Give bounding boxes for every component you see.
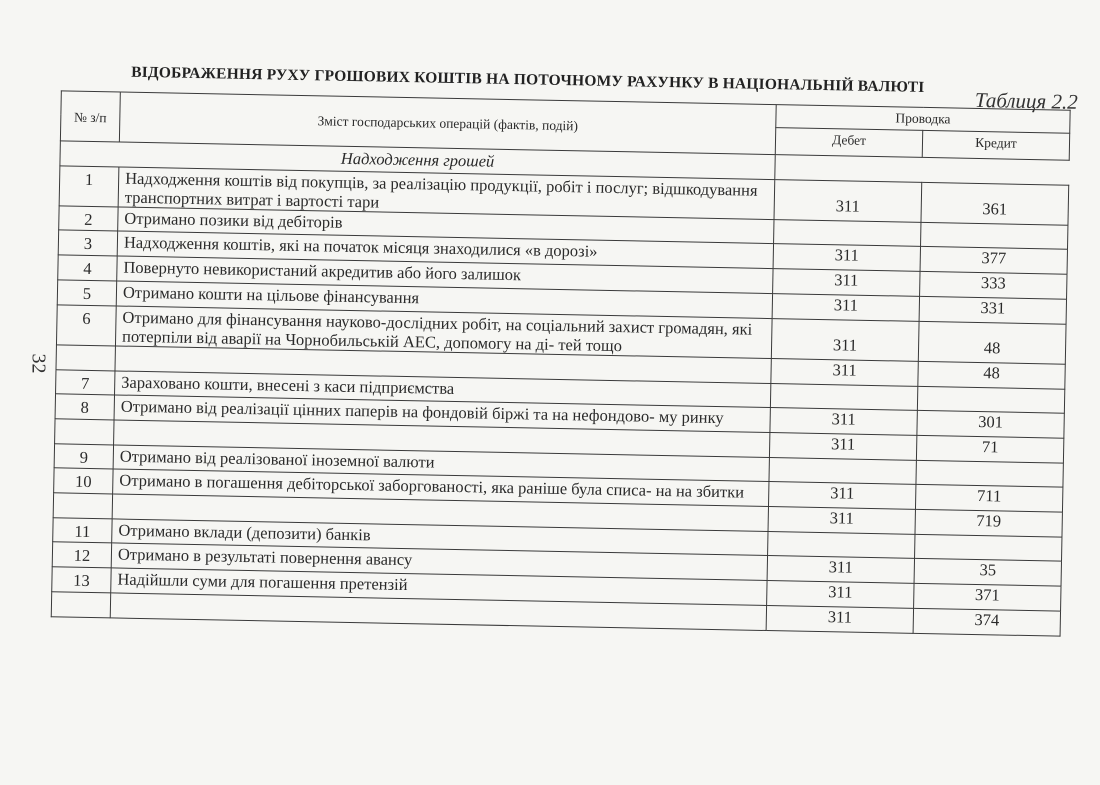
row-content: Отримано вклади (депозити) банків: [112, 519, 768, 556]
row-debit: 311: [771, 359, 918, 387]
row-credit: 361: [921, 182, 1069, 225]
row-debit: 311: [772, 294, 919, 322]
row-debit: [768, 532, 915, 559]
row-debit: [770, 384, 917, 411]
row-content: Зараховано кошти, внесені з каси підприємства: [115, 371, 771, 408]
header-num: № з/п: [60, 91, 120, 142]
row-debit: [774, 220, 921, 247]
row-credit: [915, 534, 1062, 561]
row-content: Отримано від реалізованої іноземної валюти: [113, 445, 769, 482]
row-debit: 311: [767, 556, 914, 584]
header-posting: Проводка: [776, 105, 1070, 134]
table-body: [51, 141, 1069, 636]
row-number: 10: [54, 468, 113, 494]
section-title: Надходження грошей: [60, 141, 775, 180]
row-number: 11: [53, 518, 112, 543]
row-credit: [921, 222, 1068, 249]
header-credit: Кредит: [922, 130, 1069, 160]
row-debit: [769, 458, 916, 485]
row-number: 3: [58, 230, 117, 256]
row-debit: 311: [767, 581, 914, 609]
row-number: 8: [55, 394, 114, 420]
row-number: 5: [57, 280, 116, 306]
header-debit: Дебет: [775, 128, 922, 158]
row-content: Отримано позики від дебіторів: [118, 207, 774, 244]
row-credit: [917, 386, 1064, 413]
page-number: 32: [27, 353, 50, 374]
row-credit: 71: [916, 435, 1063, 463]
blank-cell: [53, 493, 112, 519]
row-credit: 48: [918, 321, 1066, 364]
row-debit: 311: [770, 408, 917, 436]
cash-flow-table: [51, 90, 1071, 636]
row-content: Отримано для фінансування науково-дослідних робіт, на соціальний захист громадян, які потерпіли від аварії на Чорнобильській АЕС, допомогу на ді- тей тощо: [115, 306, 772, 359]
row-number: 1: [59, 166, 119, 207]
row-content: Надходження коштів від покупців, за реалізацію продукції, робіт і послуг; відшкодування транспортних витрат і вартості тари: [118, 167, 775, 220]
row-number: 7: [56, 370, 115, 395]
blank-cell: [51, 592, 110, 618]
row-credit: 711: [915, 484, 1062, 512]
row-number: 4: [58, 255, 117, 281]
table-title: ВІДОБРАЖЕННЯ РУХУ ГРОШОВИХ КОШТІВ НА ПОТОЧНОМУ РАХУНКУ В НАЦІОНАЛЬНІЙ ВАЛЮТІ: [131, 63, 925, 96]
row-debit: 311: [768, 507, 915, 535]
row-content: Отримано від реалізації цінних паперів на фондовій біржі та на нефондово- му ринку: [114, 395, 770, 433]
row-credit: 333: [920, 271, 1067, 299]
row-content: Отримано в результаті повернення авансу: [111, 543, 767, 581]
table-caption: Таблиця 2.2: [974, 87, 1079, 114]
row-number: 12: [52, 542, 111, 568]
row-number: 9: [54, 444, 113, 469]
row-number: 13: [52, 567, 111, 593]
row-content: Отримано в погашення дебіторської заборгованості, яка раніше була списа- на на збитки: [113, 469, 769, 507]
row-credit: 371: [914, 583, 1061, 611]
row-number: 2: [59, 206, 118, 231]
row-credit: 48: [918, 361, 1065, 389]
row-debit: 311: [771, 319, 919, 362]
blank-cell: [56, 345, 115, 371]
row-content: Повернуто невикористаний акредитив або його залишок: [117, 256, 773, 294]
row-content: Надходження коштів, які на початок місяця знаходилися «в дорозі»: [117, 231, 773, 269]
row-credit: 374: [913, 608, 1060, 636]
row-debit: 311: [774, 180, 922, 223]
row-debit: 311: [769, 433, 916, 461]
row-content: Отримано кошти на цільове фінансування: [116, 281, 772, 319]
row-credit: 331: [919, 296, 1066, 324]
row-credit: 35: [914, 558, 1061, 586]
blank-cell: [55, 419, 114, 445]
row-number: 6: [56, 305, 116, 346]
row-debit: 311: [773, 269, 920, 297]
row-debit: 311: [773, 244, 920, 272]
row-credit: 301: [917, 410, 1064, 438]
row-credit: 377: [920, 246, 1067, 274]
row-credit: 719: [915, 509, 1062, 537]
row-credit: [916, 460, 1063, 487]
row-debit: 311: [768, 482, 915, 510]
row-content: Надійшли суми для погашення претензій: [111, 568, 767, 606]
header-content: Зміст господарських операцій (фактів, подій): [119, 92, 776, 155]
row-debit: 311: [766, 606, 913, 634]
